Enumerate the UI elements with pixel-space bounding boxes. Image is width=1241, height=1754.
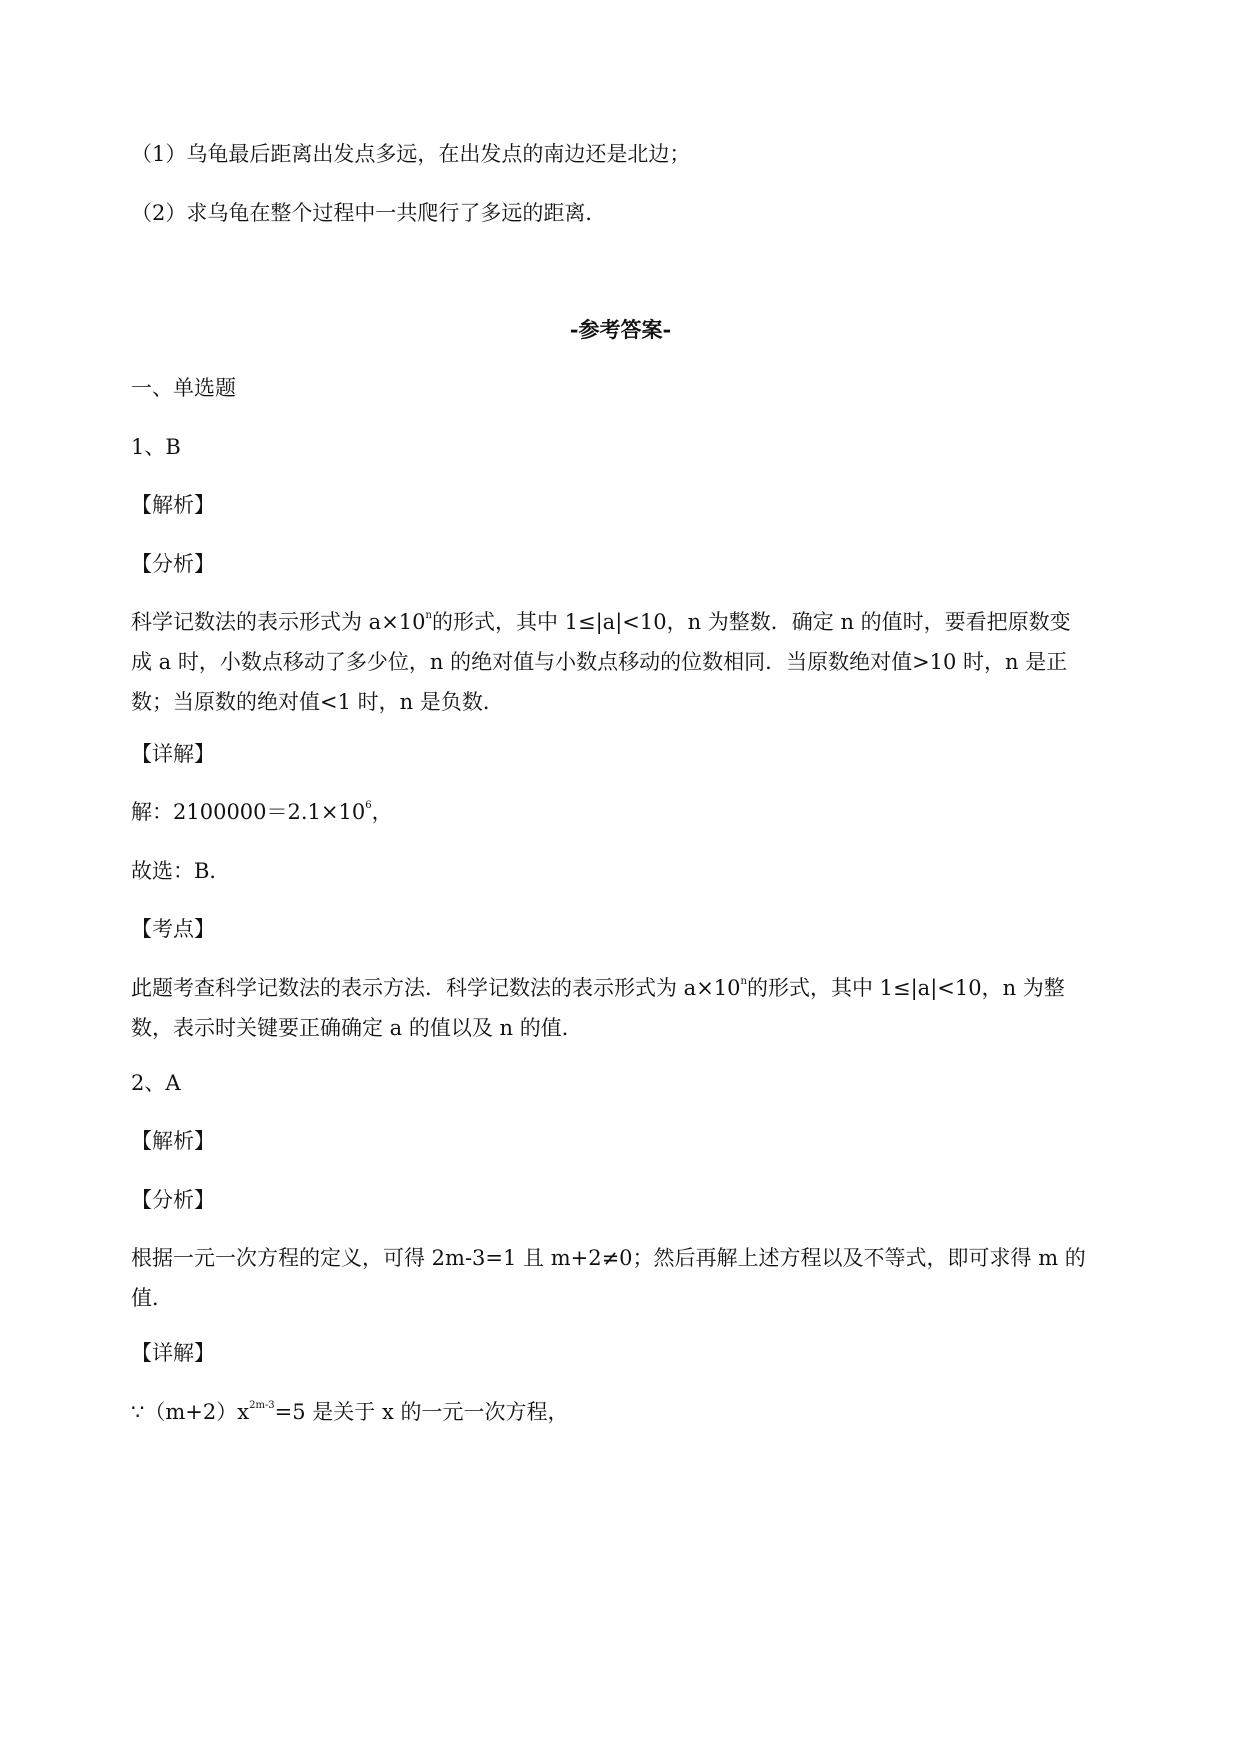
item-1-fenxi-heading: 【分析】	[131, 552, 215, 576]
item-2-fenxi-heading: 【分析】	[131, 1188, 215, 1212]
item-2-analysis-line-2: 值．	[131, 1286, 173, 1310]
item-1-analysis	[131, 610, 1131, 730]
item-2-xiangjie-heading: 【详解】	[131, 1341, 215, 1365]
item-1-choice: 故选：B．	[131, 859, 231, 883]
item-1-analysis-line-1: 科学记数法的表示形式为 $a\times 10^n$的形式，其中 1≤|a|<10，n 为整数．确定 n 的值时，要看把原数变	[131, 610, 1071, 634]
item-1-solution: 解：$2100000=2.1\times 10^6$，	[131, 800, 393, 824]
question-part-2: （2）求乌龟在整个过程中一共爬行了多远的距离．	[131, 201, 607, 225]
section-heading: 一、单选题	[131, 376, 236, 400]
item-1-kaodian-heading: 【考点】	[131, 917, 215, 941]
item-1-jiexi-heading: 【解析】	[131, 493, 215, 517]
item-2-solution: $\because(m+2)x^{2m-3}=5$ 是关于 x 的一元一次方程，	[131, 1400, 569, 1424]
item-1-analysis-line-3: 数；当原数的绝对值<1 时，n 是负数．	[131, 690, 504, 714]
item-1-kaodian-text	[131, 976, 1131, 1056]
item-1-analysis-line-2: 成 a 时，小数点移动了多少位，n 的绝对值与小数点移动的位数相同．当原数绝对值>10 时，n 是正	[131, 650, 1068, 674]
item-2-label: 2、A	[131, 1071, 181, 1095]
item-1-kaodian-line-1: 此题考查科学记数法的表示方法．科学记数法的表示形式为 $a\times 10^n$的形式，其中 1≤|a|<10，n 为整	[131, 976, 1065, 1000]
item-1-kaodian-line-2: 数，表示时关键要正确确定 a 的值以及 n 的值．	[131, 1016, 583, 1040]
answers-title: -参考答案-	[569, 317, 672, 342]
item-2-analysis	[131, 1246, 1131, 1326]
item-1-label: 1、B	[131, 435, 181, 459]
item-2-analysis-line-1: 根据一元一次方程的定义，可得 2m-3=1 且 m+2≠0；然后再解上述方程以及不等式，即可求得 m 的	[131, 1246, 1086, 1270]
item-2-jiexi-heading: 【解析】	[131, 1129, 215, 1153]
item-1-xiangjie-heading: 【详解】	[131, 742, 215, 766]
question-part-1: （1）乌龟最后距离出发点多远，在出发点的南边还是北边；	[131, 142, 691, 166]
